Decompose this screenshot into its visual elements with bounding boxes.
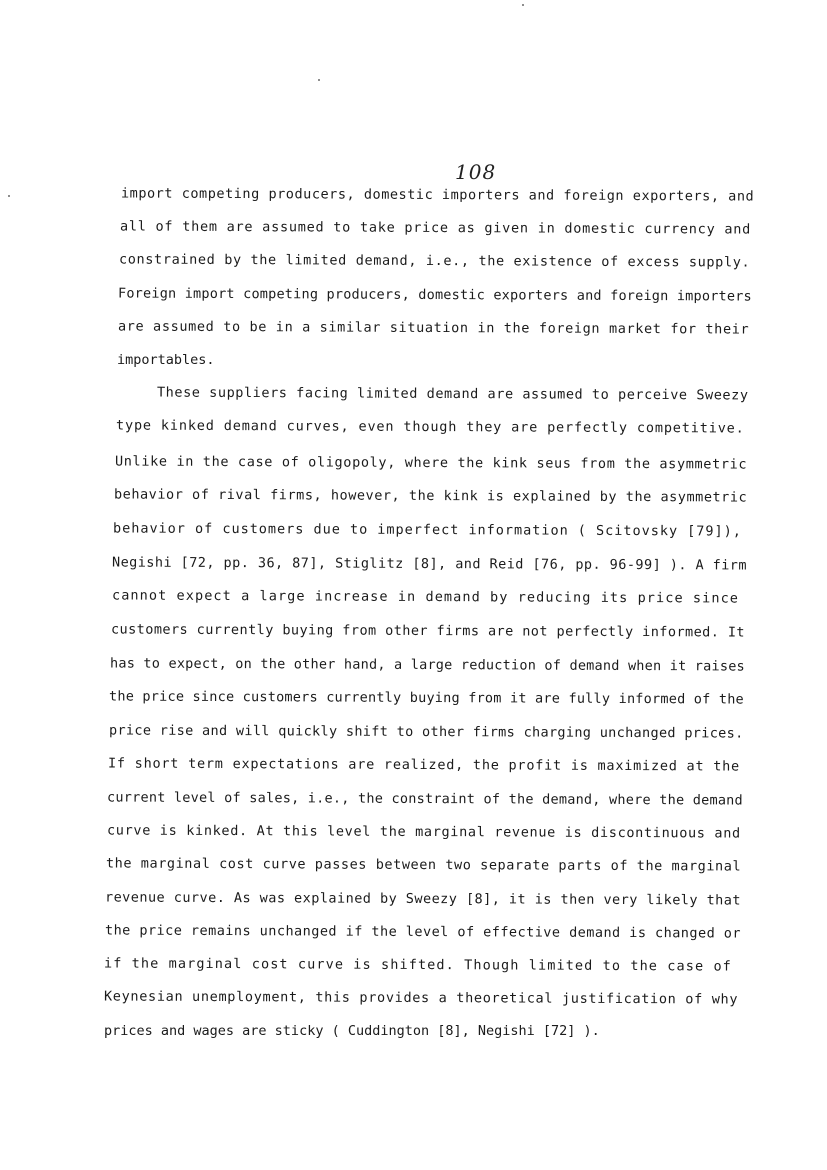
text-line: curve is kinked. At this level the marginal revenue is discontinuous and: [106, 822, 741, 842]
text-line: These suppliers facing limited demand are assumed to perceive Sweezy: [156, 384, 749, 404]
text-line: current level of sales, i.e., the constraint of the demand, where the demand: [106, 789, 743, 809]
text-line: has to expect, on the other hand, a large reduction of demand when it raises: [109, 655, 745, 675]
text-line: type kinked demand curves, even though they are perfectly competitive.: [115, 417, 745, 437]
text-line: behavior of rival firms, however, the kink is explained by the asymmetric: [113, 486, 748, 506]
text-line: Foreign import competing producers, domestic exporters and foreign importers: [117, 285, 752, 305]
text-line: revenue curve. As was explained by Sweezy [8], it is then very likely that: [104, 889, 742, 909]
scan-speck: [8, 195, 10, 197]
text-line: behavior of customers due to imperfect information ( Scitovsky [79]),: [112, 520, 742, 540]
scan-speck: [522, 4, 524, 6]
text-line: constrained by the limited demand, i.e., the existence of excess supply.: [118, 251, 751, 271]
text-line: Unlike in the case of oligopoly, where the kink seus from the asymmetric: [114, 453, 748, 473]
text-line: importables.: [117, 352, 215, 368]
text-line: if the marginal cost curve is shifted. Though limited to the case of: [103, 955, 732, 975]
text-line: prices and wages are sticky ( Cuddington [8], Negishi [72] ).: [104, 1023, 600, 1039]
text-line: are assumed to be in a similar situation in the foreign market for their: [117, 318, 750, 338]
text-line: the price remains unchanged if the level of effective demand is changed or: [104, 922, 742, 942]
text-line: import competing producers, domestic importers and foreign exporters, and: [120, 185, 755, 205]
text-line: If short term expectations are realized, the profit is maximized at the: [107, 755, 741, 775]
text-line: the marginal cost curve passes between two separate parts of the marginal: [105, 855, 742, 875]
text-line: all of them are assumed to take price as given in domestic currency and: [119, 218, 752, 238]
text-line: customers currently buying from other firms are not perfectly informed. It: [110, 621, 746, 641]
page-number: 108: [455, 160, 497, 184]
scan-speck: [318, 79, 320, 81]
text-line: the price since customers currently buying from it are fully informed of the: [108, 688, 744, 708]
text-line: Negishi [72, pp. 36, 87], Stiglitz [8], and Reid [76, pp. 96-99] ). A firm: [111, 554, 748, 574]
text-line: Keynesian unemployment, this provides a theoretical justification of why: [103, 988, 739, 1008]
text-line: cannot expect a large increase in demand by reducing its price since: [111, 587, 740, 607]
text-line: price rise and will quickly shift to other firms charging unchanged prices.: [108, 722, 744, 742]
